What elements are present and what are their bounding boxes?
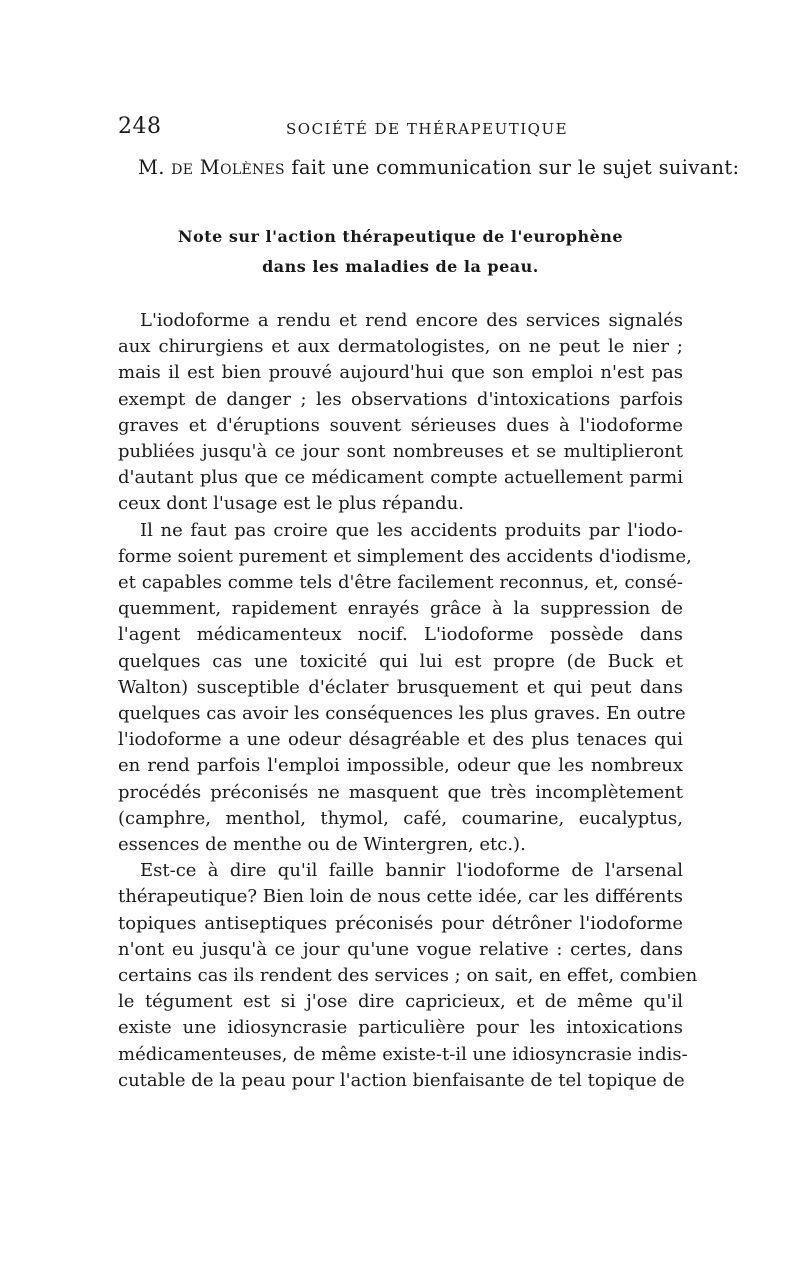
text-line: existe une idiosyncrasie particulière pour les intoxications (118, 1017, 683, 1039)
text-line: ceux dont l'usage est le plus répandu. (118, 493, 465, 515)
article-title-line-1: Note sur l'action thérapeutique de l'europhène (177, 227, 624, 246)
text-line: procédés préconisés ne masquent que très incomplètement (118, 781, 683, 803)
text-line: le tégument est si j'ose dire capricieux, et de même qu'il (118, 991, 683, 1013)
text-line: exempt de danger ; les observations d'intoxications parfois (118, 388, 683, 410)
page-number: 248 (118, 114, 162, 139)
article-title (118, 222, 683, 282)
text-line: topiques antiseptiques préconisés pour détrôner l'iodoforme (118, 912, 683, 934)
text-line: médicamenteuses, de même existe-t-il une idiosyncrasie indis- (118, 1043, 688, 1065)
text-line: graves et d'éruptions souvent sérieuses dues à l'iodoforme (118, 414, 683, 436)
text-line: en rend parfois l'emploi impossible, odeur que les nombreux (118, 755, 683, 777)
paragraph (118, 308, 683, 518)
text-line: l'agent médicamenteux nocif. L'iodoforme possède dans (118, 624, 683, 646)
text-line: thérapeutique? Bien loin de nous cette idée, car les différents (118, 886, 683, 908)
text-line: forme soient purement et simplement des accidents d'iodisme, (118, 545, 692, 567)
text-line: cutable de la peau pour l'action bienfaisante de tel topique de (118, 1069, 685, 1091)
text-line: quelques cas avoir les conséquences les plus graves. En outre (118, 703, 686, 725)
text-line: Est-ce à dire qu'il faille bannir l'iodoforme de l'arsenal (140, 860, 683, 882)
text-line: n'ont eu jusqu'à ce jour qu'une vogue relative : certes, dans (118, 938, 683, 960)
text-line: quemment, rapidement enrayés grâce à la suppression de (118, 598, 683, 620)
article-title-line-2: dans les maladies de la peau. (262, 257, 539, 276)
text-line: Il ne faut pas croire que les accidents produits par l'iodo- (140, 519, 683, 541)
intro-text: fait une communication sur le sujet suivant: (284, 156, 740, 179)
text-line: aux chirurgiens et aux dermatologistes, on ne peut le nier ; (118, 336, 683, 358)
text-line: quelques cas une toxicité qui lui est propre (de Buck et (118, 650, 683, 672)
running-head-title: SOCIÉTÉ DE THÉRAPEUTIQUE (286, 120, 569, 138)
text-line: L'iodoforme a rendu et rend encore des services signalés (140, 310, 683, 331)
document-page (118, 108, 740, 1094)
text-line: mais il est bien prouvé aujourd'hui que son emploi n'est pas (118, 362, 683, 384)
text-line: Walton) susceptible d'éclater brusquement et qui peut dans (118, 676, 683, 698)
author-name: M. de Molènes (138, 156, 285, 179)
text-line: et capables comme tels d'être facilement reconnus, et, consé- (118, 572, 683, 594)
text-line: l'iodoforme a une odeur désagréable et des plus tenaces qui (118, 729, 683, 751)
paragraph (118, 518, 692, 859)
text-line: d'autant plus que ce médicament compte actuellement parmi (118, 467, 683, 489)
running-head (118, 108, 683, 142)
text-line: certains cas ils rendent des services ; on sait, en effet, combien (118, 965, 698, 987)
intro-line (118, 154, 740, 182)
text-line: essences de menthe ou de Wintergren, etc.). (118, 834, 526, 856)
article-body (118, 308, 698, 1094)
text-line: (camphre, menthol, thymol, café, coumarine, eucalyptus, (118, 807, 683, 829)
paragraph (118, 858, 698, 1094)
text-line: publiées jusqu'à ce jour sont nombreuses et se multiplieront (118, 441, 683, 463)
